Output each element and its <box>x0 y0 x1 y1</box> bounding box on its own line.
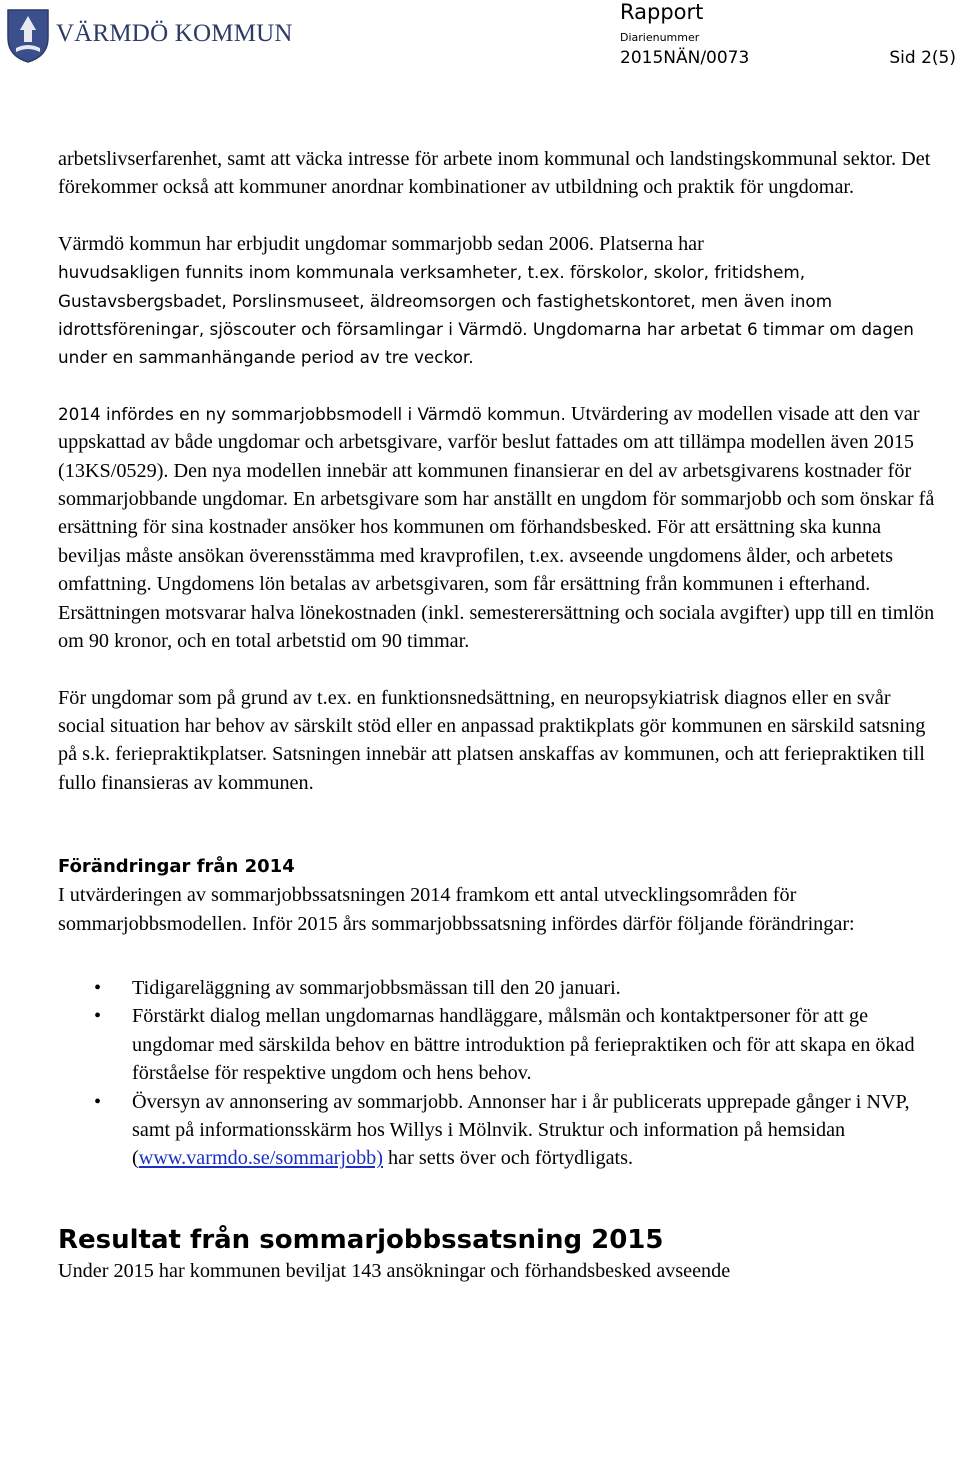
section-heading-changes: Förändringar från 2014 <box>58 856 295 878</box>
list-item: • Tidigareläggning av sommarjobbsmässan till den 20 januari. <box>58 974 938 1002</box>
bullet-icon: • <box>94 1005 102 1028</box>
changes-list <box>58 974 938 1173</box>
bullet-icon: • <box>94 1090 102 1113</box>
document-type: Rapport <box>620 0 704 24</box>
paragraph-4: För ungdomar som på grund av t.ex. en funktionsnedsättning, en neuropsykiatrisk diagnos eller en svår social situation har behov av särskilt stöd eller en anpassad praktikplats gör kommunen en särskild satsning på s.k. feriepraktikplatser. Satsningen innebär att platsen anskaffas av kommunen, och att feriepraktiken till fullo finansieras av kommunen. <box>58 686 926 794</box>
coat-of-arms-icon <box>6 8 50 64</box>
list-item: • Översyn av annonsering av sommarjobb. Annonser har i år publicerats upprepade gånger i NVP, samt på informationsskärm hos Willys i Mölnvik. Struktur och information på hemsidan (www.varmdo.se/sommarjobb) har setts över och förtydligats. <box>58 1088 938 1173</box>
logo-text: VÄRMDÖ KOMMUN <box>56 20 293 47</box>
document-body <box>58 145 938 1285</box>
list-item: • Förstärkt dialog mellan ungdomarnas handläggare, målsmän och kontaktpersoner för att ge ungdomar med särskilda behov en bättre introduktion på feriepraktiken och för att skapa en ökad förståelse för respektive ungdom och hens behov. <box>58 1002 938 1087</box>
changes-intro: I utvärderingen av sommarjobbssatsningen 2014 framkom ett antal utvecklingsområden för sommarjobbsmodellen. Inför 2015 års sommarjobbssatsning infördes därför följande förändringar: <box>58 884 855 935</box>
bullet-icon: • <box>94 976 102 999</box>
diarienummer: 2015NÄN/0073 <box>620 48 750 68</box>
sommarjobb-link[interactable]: www.varmdo.se/sommarjobb) <box>138 1147 383 1170</box>
page-header <box>0 0 960 80</box>
paragraph-3-body: Utvärdering av modellen visade att den var uppskattad av både ungdomar och arbetsgivare, varför beslut fattades om att tillämpa modellen även 2015 (13KS/0529). Den nya modellen innebär att kommunen finansierar en del av arbetsgivarens kostnader för sommarjobbande ungdomar. En arbetsgivare som har anställt en ungdom för sommarjobb och som önskar få ersättning för sina kostnader ansöker hos kommunen om förhandsbesked. För att ersättning ska kunna beviljas måste ansökan överensstämma med kravprofilen, t.ex. avseende ungdomens ålder, och arbetets omfattning. Ungdomens lön betalas av arbetsgivaren, som får ersättning från kommunen i efterhand. Ersättningen motsvarar halva lönekostnaden (inkl. semesterersättning och sociala avgifter) upp till en timlön om 90 kronor, och en total arbetstid om 90 timmar. <box>58 402 935 653</box>
page-number: Sid 2(5) <box>889 48 956 68</box>
paragraph-2 <box>58 230 938 372</box>
paragraph-2-sans: huvudsakligen funnits inom kommunala verksamheter, t.ex. förskolor, skolor, fritidshem, Gustavsbergsbadet, Porslinsmuseet, äldreomsorgen och fastighetskontoret, men även inom idrottsföreningar, sjöscouter och församlingar i Värmdö. Ungdomarna har arbetat 6 timmar om dagen under en sammanhängande period av tre veckor. <box>58 262 914 368</box>
paragraph-1: arbetslivserfarenhet, samt att väcka intresse för arbete inom kommunal och landstingskommunal sektor. Det förekommer också att kommuner anordnar kombinationer av utbildning och praktik för ungdomar. <box>58 148 931 199</box>
paragraph-3 <box>58 400 938 656</box>
section-heading-results: Resultat från sommarjobbssatsning 2015 <box>58 1224 664 1255</box>
results-text: Under 2015 har kommunen beviljat 143 ansökningar och förhandsbesked avseende <box>58 1259 731 1282</box>
paragraph-2-serif: Värmdö kommun har erbjudit ungdomar sommarjobb sedan 2006. Platserna har <box>58 232 704 255</box>
paragraph-3-lead: 2014 infördes en ny sommarjobbsmodell i Värmdö kommun. <box>58 403 566 424</box>
diarienummer-label: Diarienummer <box>620 31 700 44</box>
